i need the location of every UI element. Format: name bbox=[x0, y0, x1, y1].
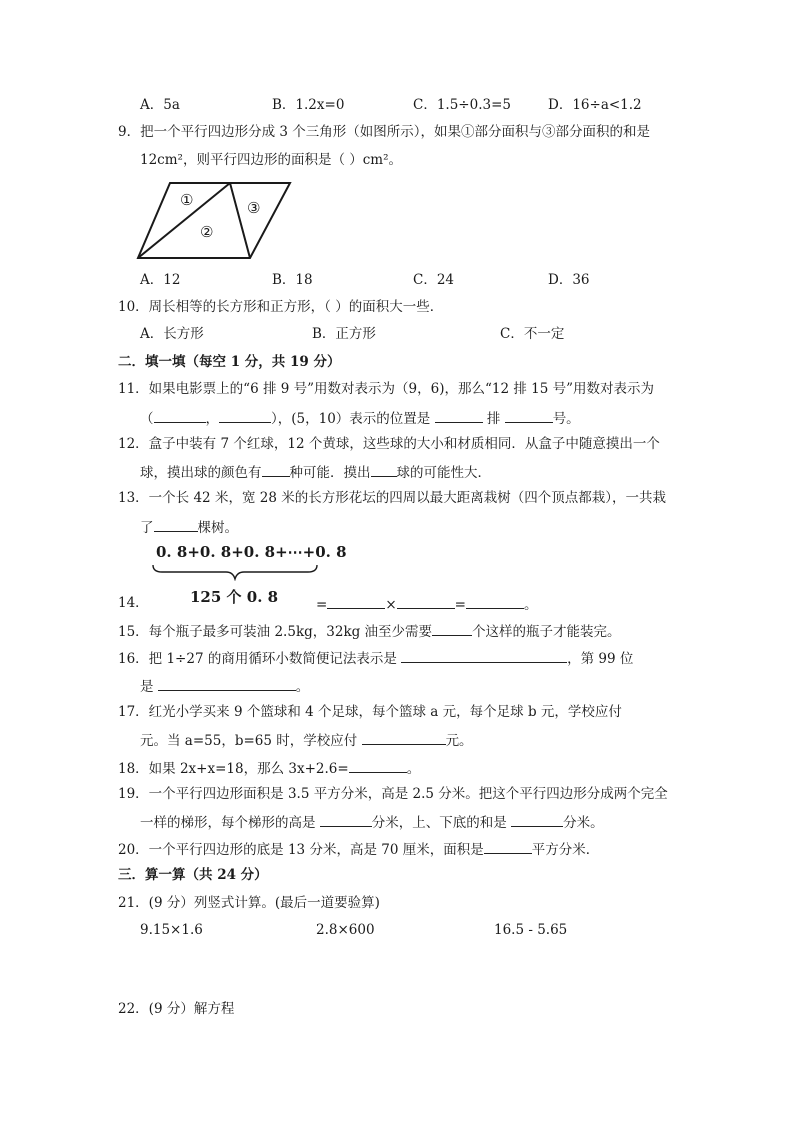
blank[interactable] bbox=[158, 676, 296, 691]
q14-number: 14． bbox=[118, 595, 149, 611]
q15-line: 15．每个瓶子最多可装油 2.5kg，32kg 油至少需要 个这样的瓶子才能装完。 bbox=[118, 621, 621, 641]
q14-equation: = × = 。 bbox=[316, 594, 537, 614]
region-2-label: ② bbox=[200, 223, 214, 241]
blank[interactable] bbox=[401, 648, 567, 663]
q8-option-a: A．5a bbox=[140, 97, 180, 113]
blank[interactable] bbox=[432, 621, 472, 636]
blank[interactable] bbox=[327, 594, 385, 609]
q19-line1: 19．一个平行四边形面积是 3.5 平方分米，高是 2.5 分米。把这个平行四边形分成两个完全 bbox=[118, 786, 668, 802]
q9-option-b: B．18 bbox=[272, 272, 313, 288]
q17-line2: 元。当 a=55，b=65 时，学校应付 元。 bbox=[140, 730, 473, 750]
q9-line1: 9．把一个平行四边形分成 3 个三角形（如图所示），如果①部分面积与③部分面积的和是 bbox=[118, 124, 651, 140]
q8-option-b: B．1.2x=0 bbox=[272, 97, 345, 113]
region-3-label: ③ bbox=[247, 199, 261, 217]
blank[interactable] bbox=[362, 730, 446, 745]
blank[interactable] bbox=[371, 462, 397, 477]
q10-option-c: C．不一定 bbox=[500, 326, 565, 342]
underbrace-icon bbox=[150, 563, 320, 581]
q13-line2: 了 棵树。 bbox=[140, 517, 238, 537]
blank[interactable] bbox=[262, 462, 290, 477]
q21-item-1: 9.15×1.6 bbox=[140, 922, 203, 938]
region-1-label: ① bbox=[180, 191, 194, 209]
q9-line2: 12cm²，则平行四边形的面积是（ ）cm²。 bbox=[140, 152, 403, 168]
q12-line2: 球，摸出球的颜色有 种可能．摸出 球的可能性大． bbox=[140, 462, 491, 482]
q21-title: 21．(9 分）列竖式计算。(最后一道要验算) bbox=[118, 895, 380, 911]
q10-option-b: B．正方形 bbox=[312, 326, 376, 342]
q16-line2: 是 。 bbox=[140, 676, 309, 696]
blank[interactable] bbox=[466, 594, 524, 609]
q9-option-c: C．24 bbox=[413, 272, 455, 288]
blank[interactable] bbox=[397, 594, 455, 609]
q9-option-a: A．12 bbox=[140, 272, 181, 288]
q8-option-c: C．1.5÷0.3=5 bbox=[413, 97, 511, 113]
blank[interactable] bbox=[484, 839, 532, 854]
q13-line1: 13．一个长 42 米，宽 28 米的长方形花坛的四周以最大距离栽树（四个顶点都栽），一共栽 bbox=[118, 490, 666, 506]
section-2-heading: 二．填一填（每空 1 分，共 19 分） bbox=[118, 354, 341, 370]
q8-option-d: D．16÷a<1.2 bbox=[548, 97, 642, 113]
q20-line: 20．一个平行四边形的底是 13 分米，高是 70 厘米，面积是 平方分米． bbox=[118, 839, 599, 859]
q11-line1: 11．如果电影票上的“6 排 9 号”用数对表示为（9，6)，那么“12 排 15 号”用数对表示为 bbox=[118, 381, 655, 397]
q9-option-d: D．36 bbox=[548, 272, 590, 288]
q17-line1: 17．红光小学买来 9 个篮球和 4 个足球，每个篮球 a 元，每个足球 b 元，学校应付 bbox=[118, 704, 622, 720]
blank[interactable] bbox=[349, 758, 407, 773]
q10-option-a: A．长方形 bbox=[140, 326, 204, 342]
q19-line2: 一样的梯形，每个梯形的高是 分米，上、下底的和是 分米。 bbox=[140, 812, 604, 832]
q16-line1: 16．把 1÷27 的商用循环小数简便记法表示是 ，第 99 位 bbox=[118, 648, 633, 668]
q21-item-2: 2.8×600 bbox=[316, 922, 375, 938]
blank[interactable] bbox=[435, 408, 483, 423]
blank[interactable] bbox=[219, 408, 271, 423]
q14-count-label: 125 个 0. 8 bbox=[190, 588, 279, 606]
blank[interactable] bbox=[154, 517, 198, 532]
parallelogram-figure bbox=[130, 175, 300, 267]
blank[interactable] bbox=[154, 408, 206, 423]
q11-line2: （ ， ），(5，10）表示的位置是 排 号。 bbox=[140, 408, 580, 428]
q12-line1: 12．盒子中装有 7 个红球，12 个黄球，这些球的大小和材质相同．从盒子中随意摸出一个 bbox=[118, 436, 660, 452]
section-3-heading: 三．算一算（共 24 分） bbox=[118, 867, 268, 883]
q18-line: 18．如果 2x+x=18，那么 3x+2.6= 。 bbox=[118, 758, 420, 778]
blank[interactable] bbox=[320, 812, 372, 827]
q10-text: 10．周长相等的长方形和正方形，（ ）的面积大一些． bbox=[118, 299, 444, 315]
blank[interactable] bbox=[505, 408, 553, 423]
blank[interactable] bbox=[511, 812, 563, 827]
q14-sum-expression: 0. 8+0. 8+0. 8+⋯+0. 8 bbox=[156, 543, 347, 561]
q21-item-3: 16.5 - 5.65 bbox=[494, 922, 568, 938]
q22-title: 22．(9 分）解方程 bbox=[118, 1001, 235, 1017]
